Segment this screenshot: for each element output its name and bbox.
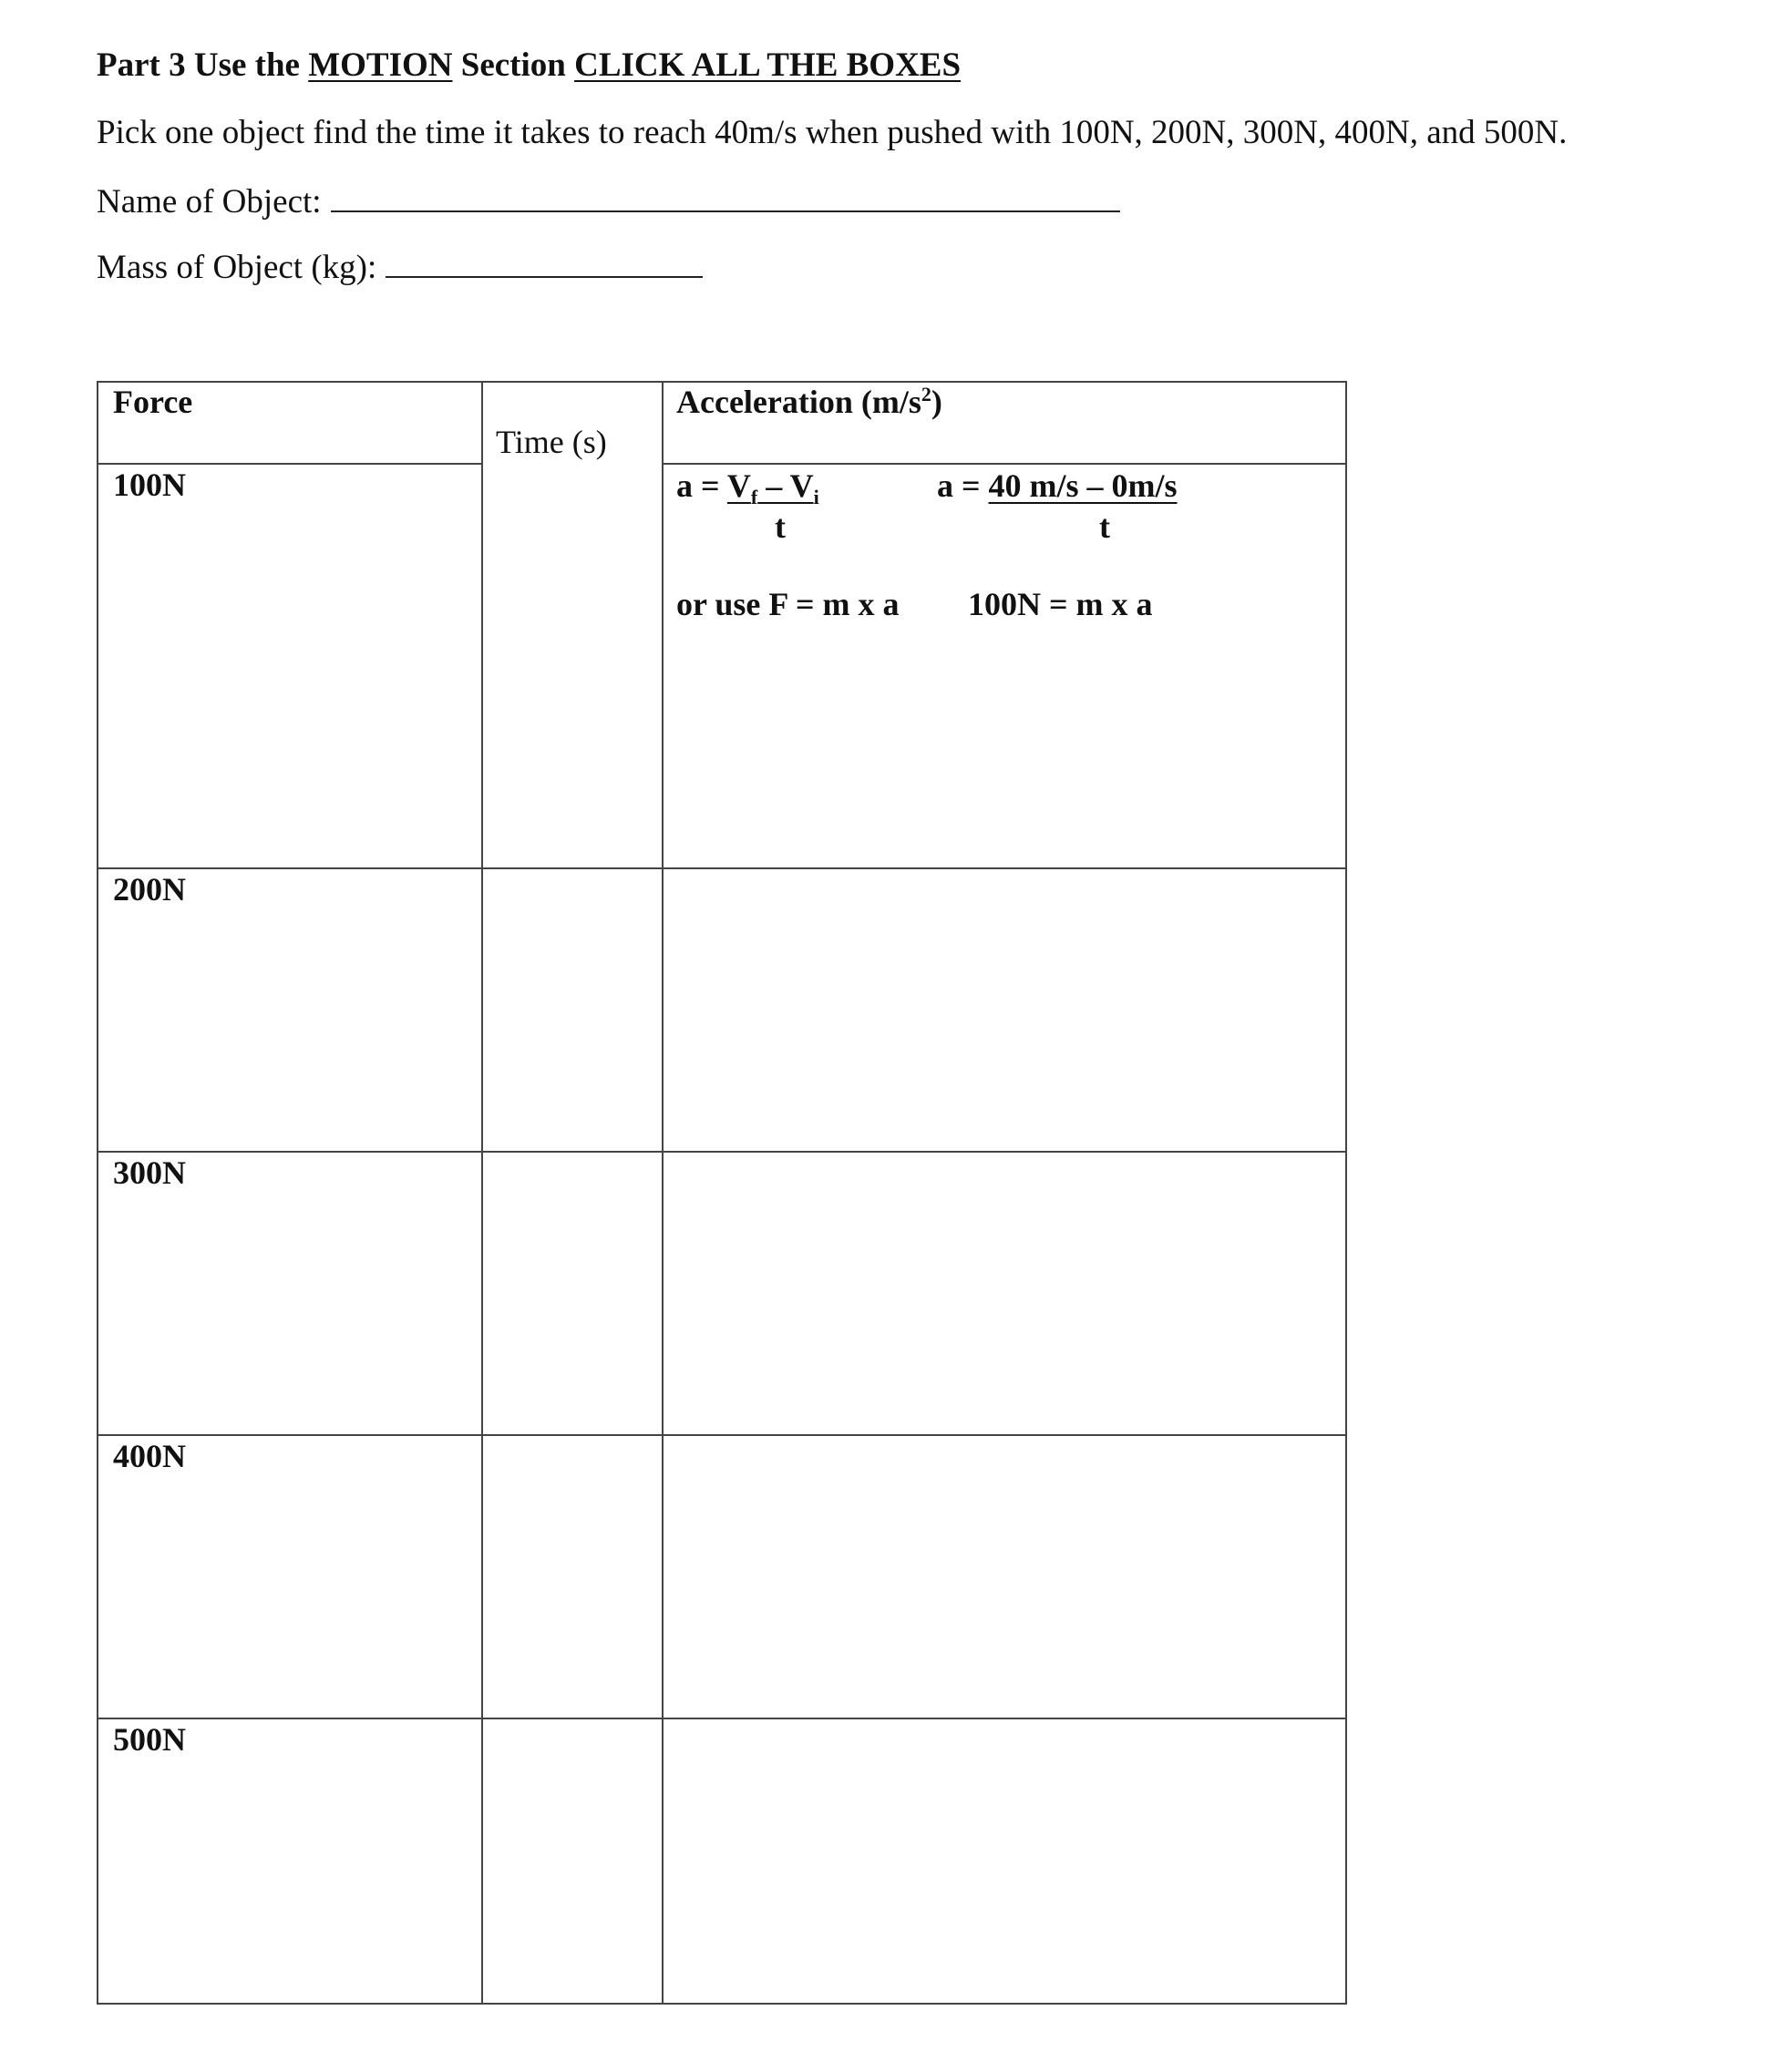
formula-vi: V xyxy=(789,467,814,504)
acceleration-formula-example xyxy=(937,467,1178,505)
force-cell-400n: 400N xyxy=(113,1438,186,1474)
object-name-blank[interactable] xyxy=(331,180,1120,212)
acceleration-header-close: ) xyxy=(931,384,942,420)
formula-minus: – xyxy=(757,467,790,504)
acceleration-formula-general xyxy=(676,467,819,509)
table-row-divider xyxy=(98,1151,1345,1153)
worksheet-heading xyxy=(97,46,961,85)
object-mass-label: Mass of Object (kg): xyxy=(97,249,377,286)
time-column-header: Time (s) xyxy=(496,424,607,460)
formula-numerator xyxy=(726,467,819,509)
example-denominator: t xyxy=(1099,508,1110,545)
formula-a-equals: a = xyxy=(676,467,727,504)
acceleration-header-exponent: 2 xyxy=(921,383,931,405)
example-a-equals: a = xyxy=(937,467,989,504)
formula-denominator: t xyxy=(775,508,786,545)
formula-vf-subscript: f xyxy=(750,486,758,509)
table-row-divider xyxy=(662,463,1345,465)
object-mass-blank[interactable] xyxy=(386,245,703,278)
force-time-table xyxy=(97,381,1347,2005)
formula-vf: V xyxy=(726,467,751,504)
alternate-formula: or use F = m x a xyxy=(676,586,900,622)
table-row-divider xyxy=(98,1718,1345,1719)
table-row-divider xyxy=(98,867,1345,869)
object-mass-row xyxy=(97,245,703,287)
table-row-divider xyxy=(98,463,481,465)
heading-middle: Section xyxy=(452,46,575,84)
alternate-formula-example: 100N = m x a xyxy=(968,586,1153,622)
table-column-divider xyxy=(662,383,664,2003)
force-cell-500n: 500N xyxy=(113,1721,186,1758)
force-column-header: Force xyxy=(113,384,193,420)
instructions-text: Pick one object find the time it takes to reach 40m/s when pushed with 100N, 200N, 300N, 400N, and 500N. xyxy=(97,114,1568,151)
example-numerator: 40 m/s – 0m/s xyxy=(988,467,1178,504)
heading-prefix: Part 3 Use the xyxy=(97,46,309,84)
click-all-boxes-instruction: CLICK ALL THE BOXES xyxy=(574,46,962,84)
formula-vi-subscript: i xyxy=(813,486,819,509)
force-cell-300n: 300N xyxy=(113,1154,186,1191)
acceleration-header-label: Acceleration (m/s xyxy=(676,384,921,420)
force-cell-100n: 100N xyxy=(113,467,186,503)
force-cell-200n: 200N xyxy=(113,871,186,908)
table-row-divider xyxy=(98,1434,1345,1436)
object-name-label: Name of Object: xyxy=(97,183,322,221)
acceleration-column-header xyxy=(676,383,942,421)
table-column-divider xyxy=(481,383,483,2003)
object-name-row xyxy=(97,180,1120,221)
motion-section-link[interactable]: MOTION xyxy=(308,46,453,84)
